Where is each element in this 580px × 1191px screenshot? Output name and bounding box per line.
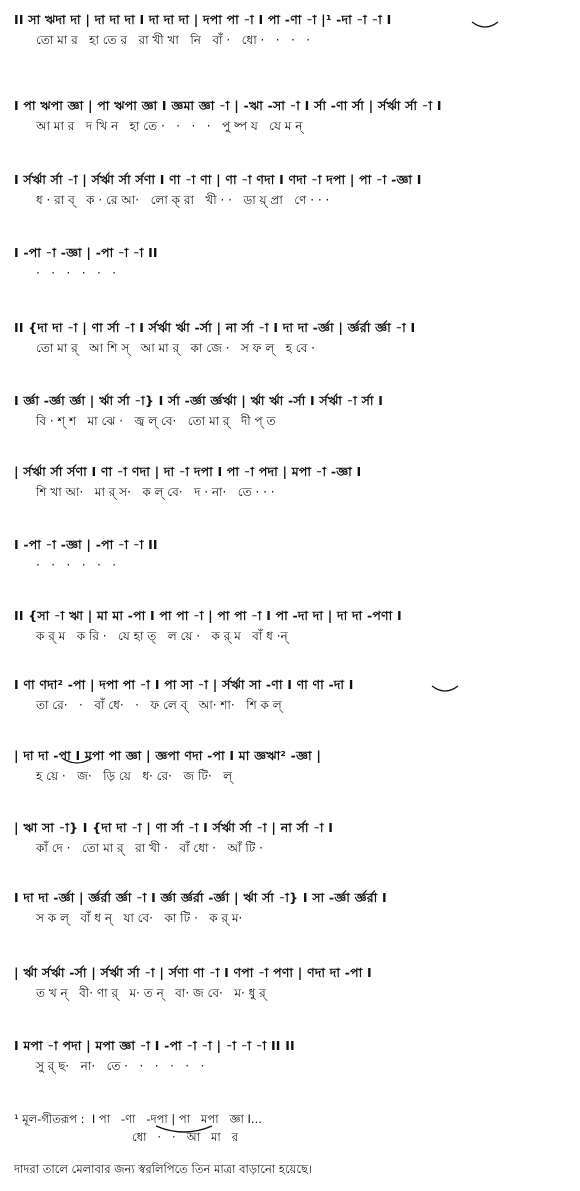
- stanza-5: [14, 318, 570, 358]
- swara-line: I -পা -া -জ্ঞা | -পা -া -া II: [14, 537, 158, 552]
- lyric-line: শি খা আ· মা র্ স· ক ল্ বে· দ · না· তে · · ·: [36, 485, 275, 499]
- lyric-line: · · · · · ·: [36, 266, 117, 280]
- swara-line: II {সা -া ঋা | মা মা -পা I পা পা -া | পা পা -া I পা -দা দা | দা দা -পণা I: [14, 608, 402, 623]
- swara-line: | ঋা সা -া} I {দা দা -া | ণা র্সা -া I র্সর্ঋা র্সা -া | না র্সা -া I: [14, 820, 334, 835]
- lyric-line: হ য়ে · জ· ড়ি য়ে ধ· রে· জ টি· ল্: [36, 769, 233, 783]
- slur-arc: [154, 1124, 214, 1138]
- tala-note: দাদরা তালে মেলাবার জন্য স্বরলিপিতে তিন মাত্রা বাড়ানো হয়েছে।: [14, 1162, 313, 1176]
- lyric-line: আ মা র দ খি ন হা তে · · · · পু ষ্প য যে ম ন্: [36, 119, 303, 133]
- swara-line: I পা ঋপা জ্ঞা | পা ঋপা জ্ঞা I জ্ঞমা জ্ঞা -া | -ঋা -সা -া I র্সা -ণা র্সা | র্সর্ঋা র্সা -া I: [14, 98, 442, 113]
- swara-line: I -পা -া -জ্ঞা | -পা -া -া II: [14, 245, 158, 260]
- stanza-10: [14, 675, 570, 715]
- stanza-4: [14, 243, 570, 283]
- lyric-line: ক র্ ম ক রি · যে হা ত্ ল য়ে · ক র্ ম বাঁ ধ ·ন্: [36, 629, 288, 643]
- stanza-13: [14, 888, 570, 928]
- slur-arc: [430, 684, 460, 696]
- stanza-9: [14, 606, 570, 646]
- lyric-line: ধ · রা ব্ ক · রে আ· লো ক্ রা খী · · ডা য়্ প্রা ণে · · ·: [36, 193, 330, 207]
- swara-line: I র্জ্ঞা -র্জ্ঞা র্জ্ঞা | র্ঋা র্সা -া} I র্সা -র্জ্ঞা র্জ্ঞর্ঋা | র্ঋা র্ঋা -র্সা I র্সর্ঋা -া র্সা I: [14, 393, 384, 408]
- swara-line: | র্সর্ঋা র্সা র্সণা I ণা -া ণদা | দা -া দপা I পা -া পদা | মপা -া -জ্ঞা I: [14, 464, 362, 479]
- swara-line: II সা ঋদা দা | দা দা দা I দা দা দা | দপা পা -া I পা -ণা -া |¹ -দা -া -া I: [14, 12, 392, 27]
- stanza-14: [14, 963, 570, 1003]
- stanza-2: [14, 96, 570, 136]
- stanza-6: [14, 391, 570, 431]
- footnote-note: [14, 1160, 570, 1178]
- swara-line: I মপা -া পদা | মপা জ্ঞা -া I -পা -া -া | -া -া -া II II: [14, 1038, 295, 1053]
- lyric-line: ত খ ন্ বী· ণা র্ ম· ত ন্ বা· জ বে· ম· ধু র্: [36, 986, 266, 1000]
- lyric-line: বি · শ্ শ মা ঝে · জ্ব ল্ বে· তো মা র্ দী প্ ত: [36, 414, 276, 428]
- swara-line: I দা দা -র্জ্ঞা | র্জ্ঞর্রা র্জ্ঞা -া I র্জ্ঞা র্জ্ঞর্রা -র্জ্ঞা | র্ঋা র্সা -া} I সা -র্জ্ঞা র্জ্ঞর্রা I: [14, 890, 387, 905]
- swara-line: | দা দা -পা I মপা পা জ্ঞা | জ্ঞপা ণদা -পা I মা জ্ঞঋা² -জ্ঞা |: [14, 748, 322, 763]
- footnote: [14, 1110, 570, 1146]
- swara-line: I ণা ণদা² -পা | দপা পা -া I পা সা -া | র্সর্ঋা সা -ণা I ণা ণা -দা I: [14, 677, 354, 692]
- lyric-line: কাঁ দে · তো মা র্ রা খী · বাঁ ধো · আঁ টি ·: [36, 841, 263, 855]
- swara-line: | র্ঋা র্সর্ঋা -র্সা | র্সর্ঋা র্সা -া | র্সণা ণা -া I ণপা -া পণা | ণদা দা -পা I: [14, 965, 372, 980]
- lyric-line: সু র্ ছ· না· তে · · · · · ·: [36, 1059, 205, 1073]
- slur-arc: [60, 756, 94, 768]
- slur-arc: [470, 20, 500, 32]
- lyric-line: · · · · · ·: [36, 558, 117, 572]
- stanza-3: [14, 170, 570, 210]
- swara-line: II {দা দা -া | ণা র্সা -া I র্সর্ঋা র্ঋা -র্সা | না র্সা -া I দা দা -র্জ্ঞা | র্জ্ঞর্রা র্জ্ঞা -া I: [14, 320, 416, 335]
- lyric-line: তো মা র্ আ শি স্ আ মা র্ কা জে · স ফ ল্ হ বে ·: [36, 341, 315, 355]
- stanza-15: [14, 1036, 570, 1076]
- lyric-line: তা রে· · বাঁ ধে· · ফ লে ব্ আ· শা· শি ক ল্: [36, 698, 282, 712]
- stanza-12: [14, 818, 570, 858]
- footnote-lyric: ধো · · আ মা র: [132, 1130, 239, 1144]
- footnote-swara: [14, 1110, 570, 1128]
- footnote-label: ¹ মূল-গীতরূপ :: [14, 1112, 85, 1126]
- lyric-line: স ক ল্ বাঁ ধ ন্ যা বে· কা টি · ক র্ ম·: [36, 911, 243, 925]
- stanza-8: [14, 535, 570, 575]
- stanza-11: [14, 746, 570, 786]
- stanza-7: [14, 462, 570, 502]
- lyric-line: তো মা র হা তে র রা খী খা নি বাঁ · ধো · · · ·: [36, 33, 311, 47]
- swara-line: I র্সর্ঋা র্সা -া | র্সর্ঋা র্সা র্সণা I ণা -া ণা | ণা -া ণদা I ণদা -া দপা | পা -া -জ্ঞা I: [14, 172, 422, 187]
- footnote-swara-text: I পা -ণা -দপা | পা মপা জ্ঞা I...: [91, 1112, 262, 1126]
